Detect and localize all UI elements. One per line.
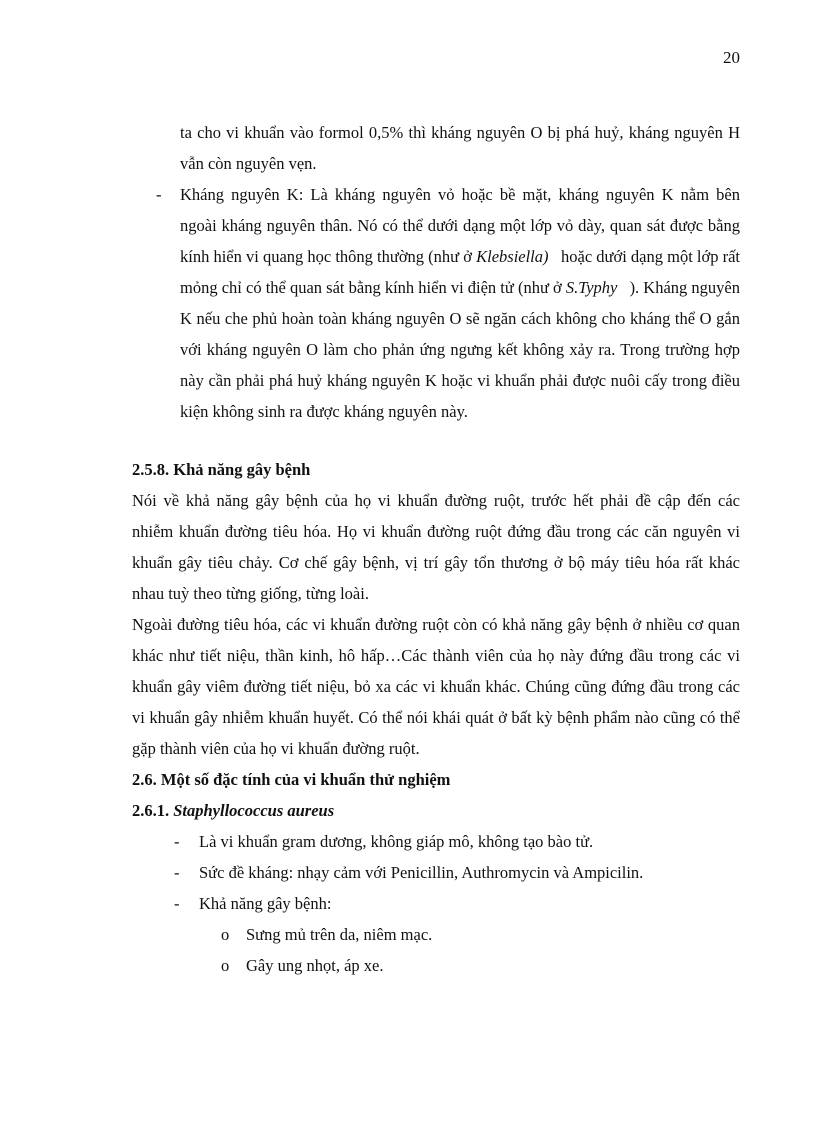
section-heading: 2.5.8. Khả năng gây bệnh <box>132 460 311 479</box>
body-line <box>180 247 740 267</box>
body-line: với kháng nguyên O làm cho phản ứng ngưng kết không xảy ra. Trong trường hợp <box>180 340 740 359</box>
text-run: ). Kháng nguyên <box>629 278 740 297</box>
text-run: hoặc dưới dạng một lớp rất <box>561 247 740 266</box>
body-line: nhiễm khuẩn đường tiêu hóa. Họ vi khuẩn đường ruột đứng đầu trong các căn nguyên vi <box>132 522 740 541</box>
circle-bullet: o <box>221 956 230 975</box>
sub-list-item: Gây ung nhọt, áp xe. <box>246 956 384 975</box>
body-line: Nói về khả năng gây bệnh của họ vi khuẩn đường ruột, trước hết phải đề cập đến các <box>132 491 740 510</box>
subsection-heading <box>132 801 334 821</box>
dash-bullet: - <box>174 832 180 851</box>
list-item: Là vi khuẩn gram dương, không giáp mô, không tạo bào tử. <box>199 832 594 851</box>
circle-bullet: o <box>221 925 230 944</box>
body-line: kiện không sinh ra được kháng nguyên này. <box>180 402 468 421</box>
body-line: K nếu che phủ hoàn toàn kháng nguyên O sẽ ngăn cách không cho kháng thể O gắn <box>180 309 740 328</box>
body-line: khuẩn gây viêm đường tiết niệu, bỏ xa các vi khuẩn khác. Chúng cũng đứng đầu trong các <box>132 677 740 696</box>
body-line: Kháng nguyên K: Là kháng nguyên vỏ hoặc bề mặt, kháng nguyên K nằm bên <box>180 185 740 204</box>
subsection-number: 2.6.1. <box>132 801 174 820</box>
body-line: vẫn còn nguyên vẹn. <box>180 154 317 173</box>
body-line: vi khuẩn gây nhiễm khuẩn huyết. Có thể nói khái quát ở bất kỳ bệnh phẩm nào cũng có thể <box>132 708 740 727</box>
page-number: 20 <box>723 48 740 67</box>
body-line: khuẩn gây tiêu chảy. Cơ chế gây bệnh, vị trí gây tổn thương ở bộ máy tiêu hóa rất khác <box>132 553 740 572</box>
body-line <box>180 278 740 298</box>
list-item: Khả năng gây bệnh: <box>199 894 332 913</box>
subsection-title: Staphyllococcus aureus <box>173 801 335 820</box>
dash-bullet: - <box>174 894 180 913</box>
text-run: mỏng chỉ có thể quan sát bằng kính hiển vi điện tử (như ở <box>180 278 566 297</box>
dash-bullet: - <box>174 863 180 882</box>
italic-term: Klebsiella) <box>476 247 549 266</box>
body-line: ngoài kháng nguyên thân. Nó có thể dưới dạng một lớp vỏ dày, quan sát được bằng <box>180 216 740 235</box>
sub-list-item: Sưng mủ trên da, niêm mạc. <box>246 925 433 944</box>
dash-bullet: - <box>156 185 162 204</box>
list-item: Sức đề kháng: nhạy cảm với Penicillin, Authromycin và Ampicilin. <box>199 863 644 882</box>
italic-term: S.Typhy <box>565 278 618 297</box>
body-line: Ngoài đường tiêu hóa, các vi khuẩn đường ruột còn có khả năng gây bệnh ở nhiều cơ quan <box>132 615 740 634</box>
body-line: gặp thành viên của họ vi khuẩn đường ruột. <box>132 739 420 758</box>
body-line: ta cho vi khuẩn vào formol 0,5% thì kháng nguyên O bị phá huỷ, kháng nguyên H <box>180 123 740 142</box>
body-line: nhau tuỳ theo từng giống, từng loài. <box>132 584 369 603</box>
text-run: kính hiển vi quang học thông thường (như ở <box>180 247 477 266</box>
body-line: này cần phải phá huỷ kháng nguyên K hoặc vi khuẩn phải được nuôi cấy trong điều <box>180 371 740 390</box>
section-heading: 2.6. Một số đặc tính của vi khuẩn thử nghiệm <box>132 770 451 789</box>
body-line: khác như tiết niệu, thần kinh, hô hấp…Các thành viên của họ này đứng đầu trong các vi <box>132 646 740 665</box>
